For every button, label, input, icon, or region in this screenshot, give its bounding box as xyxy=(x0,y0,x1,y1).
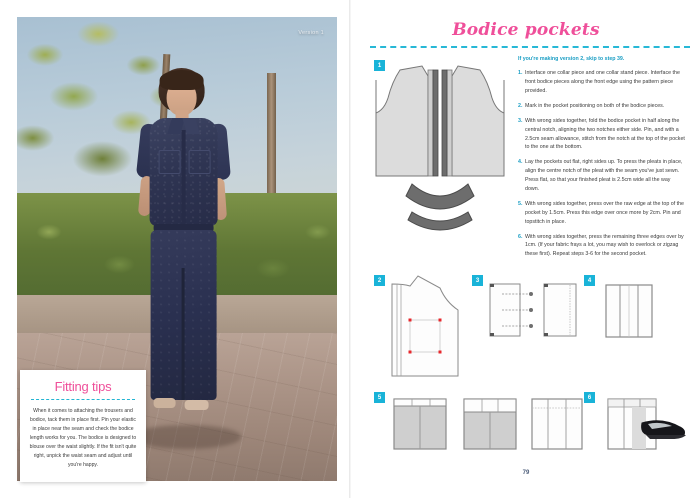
step-number: 6. xyxy=(518,233,523,240)
fitting-tips-divider xyxy=(31,399,135,400)
step-text: Mark in the pocket positioning on both of the bodice pieces. xyxy=(525,102,665,109)
step-number: 3. xyxy=(518,117,523,124)
shoe-left xyxy=(154,398,176,408)
instruction-step xyxy=(518,117,686,153)
step-text: Lay the pockets out flat, right sides up. To press the pleats in place, align the centre notch of the pleat with the seam you've just sewn. Press flat, so that your finished pleat is 2.5cm wide all the way down. xyxy=(525,159,683,192)
step-badge-6: 6 xyxy=(584,392,595,403)
title-divider xyxy=(370,46,690,48)
instruction-step xyxy=(518,102,686,111)
pocket-seam-sewn xyxy=(544,284,576,336)
step-text: With wrong sides together, press over the raw edge at the top of the pocket by 1.5cm. Press this edge over once more by 2cm. Pin and topstitch in place. xyxy=(525,200,684,225)
bodice-front-left-piece xyxy=(376,66,438,176)
fitting-tips-body: When it comes to attaching the trousers and bodice, tack them in place first. Pin your elastic in place near the seam and check the bodice length works for you. The bodice is designed to blouse over the waist slightly. If the fit isn't quite right, unpick the waist seam and adjust until you're happy. xyxy=(29,407,137,468)
step-badge-2: 2 xyxy=(374,275,385,286)
step-number: 1. xyxy=(518,70,523,77)
bodice-placket xyxy=(182,130,186,224)
step-text: With wrong sides together, fold the bodice pocket in half along the central notch, aligning the two notches either side. Pin, and with a 2.5cm seam allowance, stitch from the notch at the top of the pocket to the one at the bottom. xyxy=(525,117,685,151)
collar-stand-piece xyxy=(408,212,472,230)
instruction-step xyxy=(518,233,686,260)
bodice-pocket-right xyxy=(189,150,211,174)
diagram-step-5 xyxy=(390,395,586,457)
instruction-step xyxy=(518,69,686,96)
fitting-tips-box xyxy=(20,370,146,482)
version-label: Version 1 xyxy=(298,30,324,36)
step-number: 5. xyxy=(518,200,523,207)
step-badge-4: 4 xyxy=(584,275,595,286)
pocket-press-stage-1 xyxy=(394,399,446,449)
diagram-step-6 xyxy=(602,393,694,457)
diagram-step-2 xyxy=(388,272,470,380)
pocket-press-stage-2 xyxy=(464,399,516,449)
collar-piece xyxy=(406,184,474,209)
page-gutter xyxy=(349,0,351,498)
pocket-press-stage-3-topstitched xyxy=(532,399,582,449)
step-number: 2. xyxy=(518,102,523,109)
step-badge-5: 5 xyxy=(374,392,385,403)
instructions-page xyxy=(352,0,700,498)
diagram-step-4 xyxy=(600,281,660,343)
iron-icon xyxy=(642,421,686,439)
diagram-step-3 xyxy=(486,280,580,346)
step-badge-3: 3 xyxy=(472,275,483,286)
instruction-list xyxy=(518,55,686,265)
shoe-right xyxy=(185,400,209,410)
step-badge-1: 1 xyxy=(374,60,385,71)
step-text: Interface one collar piece and one collar stand piece. Interface the front bodice pieces along the front edge using the pattern piece provided. xyxy=(525,70,680,94)
instruction-step xyxy=(518,200,686,227)
model-fringe xyxy=(160,70,204,90)
step-text: With wrong sides together, press the remaining three edges over by 1cm. (If your fabric frays a lot, you may wish to overlock or zigzag these first). Repeat steps 3-6 for the second pocket. xyxy=(525,233,684,258)
step-number: 4. xyxy=(518,159,523,166)
bodice-pocket-left xyxy=(159,150,181,174)
bodice-front-right-piece xyxy=(442,66,504,176)
instruction-lead: If you're making version 2, skip to step 39. xyxy=(518,56,625,62)
pocket-folded-pinned xyxy=(490,284,533,336)
fitting-tips-title: Fitting tips xyxy=(54,378,112,394)
trouser-inseam xyxy=(182,268,185,400)
instruction-step xyxy=(518,158,686,194)
diagram-step-1 xyxy=(370,58,510,238)
page-title: Bodice pockets xyxy=(452,20,600,40)
page-number: 79 xyxy=(522,470,530,476)
